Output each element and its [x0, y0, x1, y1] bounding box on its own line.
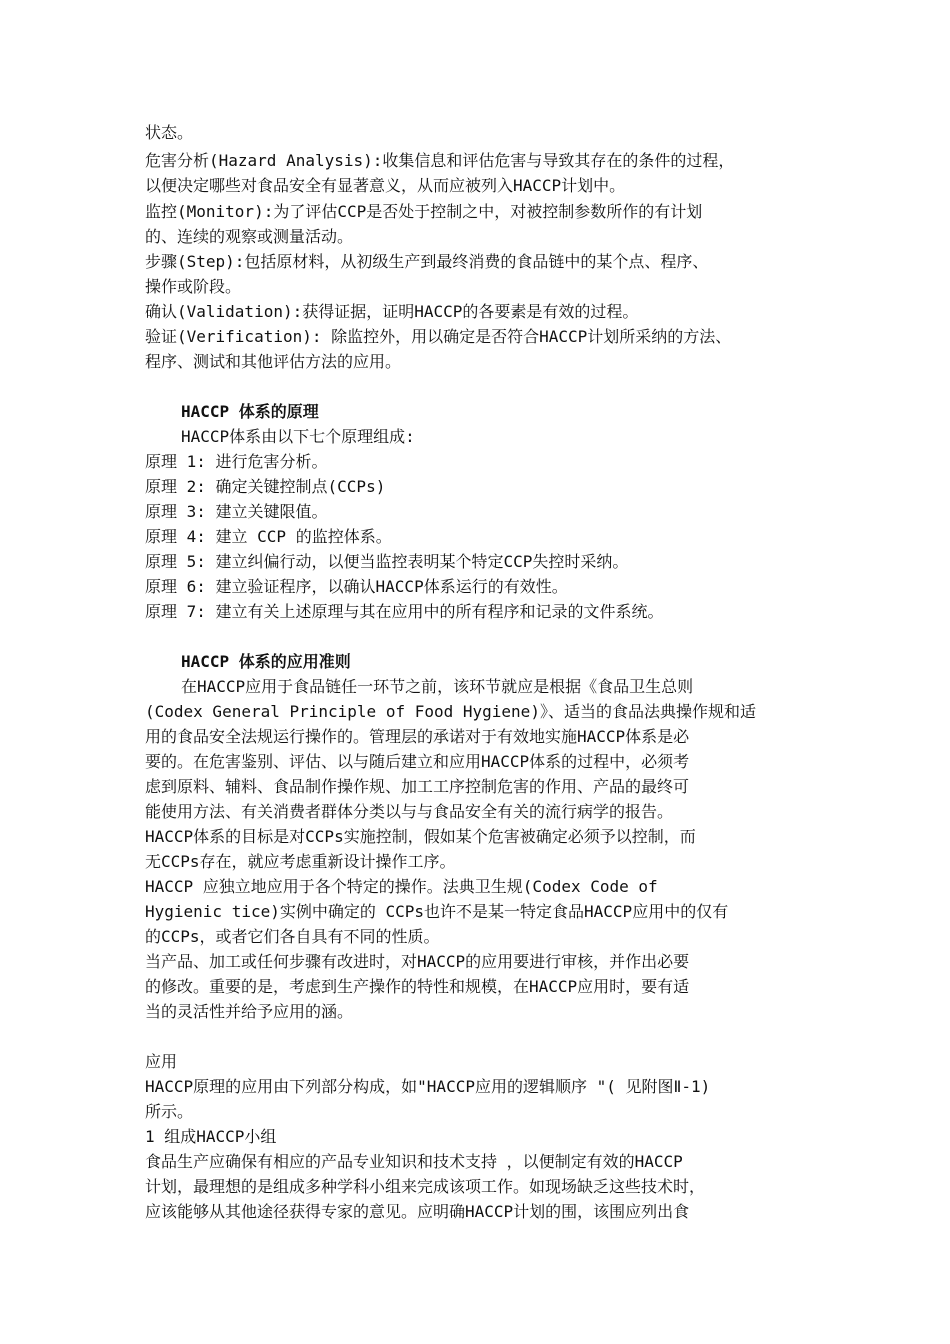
definition-line: 步骤(Step):包括原材料，从初级生产到最终消费的食品链中的某个点、程序、 [145, 252, 709, 271]
principles-intro: HACCP体系由以下七个原理组成: [181, 427, 415, 446]
guidelines-line: 的CCPs，或者它们各自具有不同的性质。 [145, 927, 440, 946]
application-heading: 应用 [145, 1052, 178, 1071]
principle-item: 原理 5: 建立纠偏行动，以便当监控表明某个特定CCP失控时采纳。 [145, 552, 629, 571]
principle-item: 原理 7: 建立有关上述原理与其在应用中的所有程序和记录的文件系统。 [145, 602, 664, 621]
definition-line: 验证(Verification): 除监控外，用以确定是否符合HACCP计划所采纳的方法、 [145, 327, 732, 346]
guidelines-heading: HACCP 体系的应用准则 [181, 652, 351, 671]
application-line: 食品生产应确保有相应的产品专业知识和技术支持 ，以便制定有效的HACCP [145, 1152, 683, 1171]
principle-item: 原理 1: 进行危害分析。 [145, 452, 328, 471]
guidelines-line: 无CCPs存在，就应考虑重新设计操作工序。 [145, 852, 456, 871]
guidelines-line: 在HACCP应用于食品链任一环节之前，该环节就应是根据《食品卫生总则 [181, 677, 694, 696]
application-line: 所示。 [145, 1102, 194, 1121]
principle-item: 原理 3: 建立关键限值。 [145, 502, 328, 521]
application-line: 1 组成HACCP小组 [145, 1127, 277, 1146]
guidelines-line: 要的。在危害鉴别、评估、以与随后建立和应用HACCP体系的过程中，必须考 [145, 752, 690, 771]
definition-line: 监控(Monitor):为了评估CCP是否处于控制之中，对被控制参数所作的有计划 [145, 202, 703, 221]
guidelines-line: 用的食品安全法规运行操作的。管理层的承诺对于有效地实施HACCP体系是必 [145, 727, 690, 746]
principle-item: 原理 4: 建立 CCP 的监控体系。 [145, 527, 392, 546]
definition-line: 状态。 [145, 123, 194, 142]
application-line: HACCP原理的应用由下列部分构成，如"HACCP应用的逻辑顺序 "( 见附图Ⅱ-1) [145, 1077, 711, 1096]
application-line: 应该能够从其他途径获得专家的意见。应明确HACCP计划的围，该围应列出食 [145, 1202, 690, 1221]
definition-line: 程序、测试和其他评估方法的应用。 [145, 352, 402, 371]
principle-item: 原理 2: 确定关键控制点(CCPs) [145, 477, 386, 496]
definition-line: 以便决定哪些对食品安全有显著意义，从而应被列入HACCP计划中。 [145, 176, 626, 195]
definition-line: 操作或阶段。 [145, 277, 242, 296]
application-line: 计划，最理想的是组成多种学科小组来完成该项工作。如现场缺乏这些技术时， [145, 1177, 706, 1196]
guidelines-line: Hygienic tice)实例中确定的 CCPs也许不是某一特定食品HACCP应用中的仅有 [145, 902, 729, 921]
guidelines-line: (Codex General Principle of Food Hygiene)》、适当的食品法典操作规和适 [145, 702, 756, 721]
principle-item: 原理 6: 建立验证程序，以确认HACCP体系运行的有效性。 [145, 577, 568, 596]
definition-line: 危害分析(Hazard Analysis):收集信息和评估危害与导致其存在的条件的过程， [145, 151, 735, 170]
guidelines-line: 虑到原料、辅料、食品制作操作规、加工工序控制危害的作用、产品的最终可 [145, 777, 690, 796]
definition-line: 确认(Validation):获得证据，证明HACCP的各要素是有效的过程。 [145, 302, 639, 321]
guidelines-line: 当产品、加工或任何步骤有改进时，对HACCP的应用要进行审核，并作出必要 [145, 952, 690, 971]
guidelines-line: HACCP 应独立地应用于各个特定的操作。法典卫生规(Codex Code of [145, 877, 658, 896]
principles-heading: HACCP 体系的原理 [181, 402, 319, 421]
guidelines-line: 的修改。重要的是，考虑到生产操作的特性和规模，在HACCP应用时，要有适 [145, 977, 690, 996]
guidelines-line: HACCP体系的目标是对CCPs实施控制，假如某个危害被确定必须予以控制，而 [145, 827, 696, 846]
definition-line: 的、连续的观察或测量活动。 [145, 227, 354, 246]
guidelines-line: 能使用方法、有关消费者群体分类以与与食品安全有关的流行病学的报告。 [145, 802, 674, 821]
guidelines-line: 当的灵活性并给予应用的涵。 [145, 1002, 354, 1021]
